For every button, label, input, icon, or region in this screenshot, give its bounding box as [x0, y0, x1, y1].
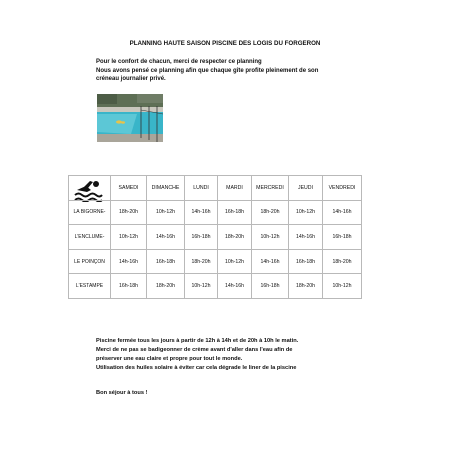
table-row — [69, 249, 362, 274]
time-slot: 10h-12h — [218, 249, 252, 274]
day-header: MERCREDI — [252, 176, 289, 201]
rule-line: Merci de ne pas se badigeonner de crème avant d'aller dans l'eau afin de — [96, 347, 293, 353]
time-slot: 10h-12h — [252, 225, 289, 250]
time-slot: 14h-16h — [252, 249, 289, 274]
time-slot: 18h-20h — [323, 249, 362, 274]
day-header: VENDREDI — [323, 176, 362, 201]
gite-name: L'ENCLUME- — [69, 225, 111, 250]
time-slot: 16h-18h — [252, 274, 289, 299]
icon-cell — [69, 176, 111, 201]
time-slot: 18h-20h — [289, 274, 323, 299]
time-slot: 18h-20h — [218, 225, 252, 250]
schedule-table — [68, 175, 362, 299]
time-slot: 10h-12h — [289, 200, 323, 225]
intro-line: créneau journalier privé. — [96, 76, 166, 83]
intro-text — [96, 58, 366, 84]
table-row — [69, 225, 362, 250]
time-slot: 16h-18h — [323, 225, 362, 250]
page-title: PLANNING HAUTE SAISON PISCINE DES LOGIS DU FORGERON — [129, 40, 321, 47]
rule-line: Piscine fermée tous les jours à partir de 12h à 14h et de 20h à 10h le matin. — [96, 338, 299, 344]
table-header-row — [69, 176, 362, 201]
time-slot: 14h-16h — [323, 200, 362, 225]
time-slot: 10h-12h — [323, 274, 362, 299]
time-slot: 10h-12h — [185, 274, 218, 299]
time-slot: 14h-16h — [218, 274, 252, 299]
rule-line: préserver une eau claire et propre pour tout le monde. — [96, 356, 243, 362]
time-slot: 18h-20h — [147, 274, 185, 299]
pool-photo-image — [97, 94, 163, 142]
gite-name: L'ESTAMPE — [69, 274, 111, 299]
table-row — [69, 274, 362, 299]
pool-rules — [96, 337, 396, 373]
time-slot: 14h-16h — [147, 225, 185, 250]
day-header: LUNDI — [185, 176, 218, 201]
gite-name: LE POINÇON — [69, 249, 111, 274]
day-header: DIMANCHE — [147, 176, 185, 201]
time-slot: 18h-20h — [185, 249, 218, 274]
time-slot: 14h-16h — [289, 225, 323, 250]
time-slot: 10h-12h — [111, 225, 147, 250]
pool-photo — [97, 94, 163, 142]
time-slot: 16h-18h — [111, 274, 147, 299]
closing-message: Bon séjour à tous ! — [96, 390, 148, 396]
intro-line: Nous avons pensé ce planning afin que chaque gîte profite pleinement de son — [96, 67, 319, 74]
gite-name: LA BIGORNE- — [69, 200, 111, 225]
day-header: JEUDI — [289, 176, 323, 201]
day-header: MARDI — [218, 176, 252, 201]
intro-line: Pour le confort de chacun, merci de respecter ce planning — [96, 59, 262, 65]
time-slot: 10h-12h — [147, 200, 185, 225]
time-slot: 16h-18h — [289, 249, 323, 274]
time-slot: 18h-20h — [111, 200, 147, 225]
time-slot: 14h-16h — [111, 249, 147, 274]
rule-line: Utilisation des huiles solaire à éviter car cela dégrade le liner de la piscine — [96, 365, 297, 371]
time-slot: 14h-16h — [185, 200, 218, 225]
table-row — [69, 200, 362, 225]
time-slot: 16h-18h — [147, 249, 185, 274]
time-slot: 18h-20h — [252, 200, 289, 225]
day-header: SAMEDI — [111, 176, 147, 201]
time-slot: 16h-18h — [218, 200, 252, 225]
time-slot: 16h-18h — [185, 225, 218, 250]
